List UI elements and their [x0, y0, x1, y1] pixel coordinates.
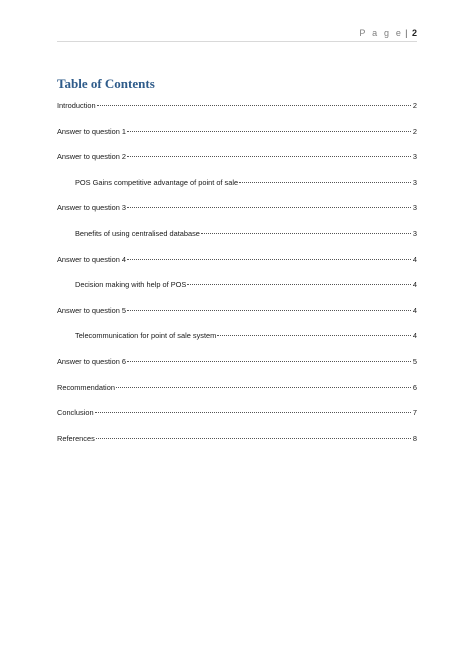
toc-entry-page: 3 [412, 152, 417, 162]
toc-entry-page: 2 [412, 101, 417, 110]
toc-entry-answer-5[interactable] [57, 306, 417, 332]
toc-entry-label: Answer to question 1 [57, 126, 127, 136]
toc-entry-page: 3 [412, 228, 417, 238]
toc-entry-page: 4 [412, 254, 417, 264]
toc-dot-leader [187, 284, 411, 285]
toc-dot-leader [96, 438, 411, 439]
toc-entry-answer-1[interactable] [57, 127, 417, 153]
toc-entry-label: Telecommunication for point of sale system [75, 331, 217, 341]
toc-entry-telecommunication[interactable] [57, 331, 417, 357]
toc-entry-label: Recommendation [57, 382, 115, 392]
toc-entry-answer-6[interactable] [57, 357, 417, 383]
toc-entry-label: POS Gains competitive advantage of point of sale [75, 177, 239, 187]
toc-entry-label: Answer to question 6 [57, 356, 127, 366]
toc-entry-conclusion[interactable] [57, 408, 417, 434]
toc-dot-leader [127, 156, 411, 157]
toc-entry-page: 3 [412, 203, 417, 213]
toc-entry-label: Benefits of using centralised database [75, 228, 200, 238]
toc-entry-introduction[interactable] [57, 101, 417, 127]
toc-entry-answer-4[interactable] [57, 255, 417, 281]
toc-entry-answer-2[interactable] [57, 152, 417, 178]
toc-entry-pos-competitive-advantage[interactable] [57, 178, 417, 204]
toc-entry-label: Introduction [57, 101, 96, 110]
toc-dot-leader [127, 361, 411, 362]
toc-entry-page: 8 [412, 433, 417, 443]
toc-entry-page: 2 [412, 126, 417, 136]
toc-dot-leader [239, 182, 411, 183]
toc-entry-recommendation[interactable] [57, 383, 417, 409]
toc-entry-decision-making[interactable] [57, 280, 417, 306]
toc-entry-label: Answer to question 4 [57, 254, 127, 264]
toc-dot-leader [127, 131, 411, 132]
toc-entry-page: 6 [412, 382, 417, 392]
header-divider [57, 41, 417, 42]
toc-entry-page: 7 [412, 408, 417, 418]
toc-entry-page: 4 [412, 331, 417, 341]
toc-entry-page: 4 [412, 305, 417, 315]
toc-entry-page: 4 [412, 280, 417, 290]
page-header [359, 28, 417, 38]
toc-dot-leader [95, 412, 411, 413]
page-header-label: P a g e [359, 28, 404, 38]
toc-entry-label: References [57, 433, 95, 443]
toc-entry-label: Decision making with help of POS [75, 280, 187, 290]
toc-dot-leader [127, 207, 411, 208]
toc-entry-label: Answer to question 3 [57, 203, 127, 213]
toc-title: Table of Contents [57, 76, 155, 91]
toc-entry-label: Conclusion [57, 408, 94, 418]
toc-entry-references[interactable] [57, 434, 417, 460]
toc-entry-label: Answer to question 2 [57, 152, 127, 162]
toc-list [57, 101, 417, 459]
toc-entry-page: 5 [412, 356, 417, 366]
toc-dot-leader [116, 387, 411, 388]
toc-entry-answer-3[interactable] [57, 203, 417, 229]
page-header-separator: | [405, 28, 408, 38]
toc-dot-leader [97, 105, 411, 106]
toc-entry-centralised-database[interactable] [57, 229, 417, 255]
toc-entry-page: 3 [412, 177, 417, 187]
toc-dot-leader [127, 259, 411, 260]
toc-entry-label: Answer to question 5 [57, 305, 127, 315]
page-number: 2 [411, 28, 417, 38]
toc-dot-leader [127, 310, 411, 311]
toc-dot-leader [201, 233, 411, 234]
toc-dot-leader [217, 335, 411, 336]
